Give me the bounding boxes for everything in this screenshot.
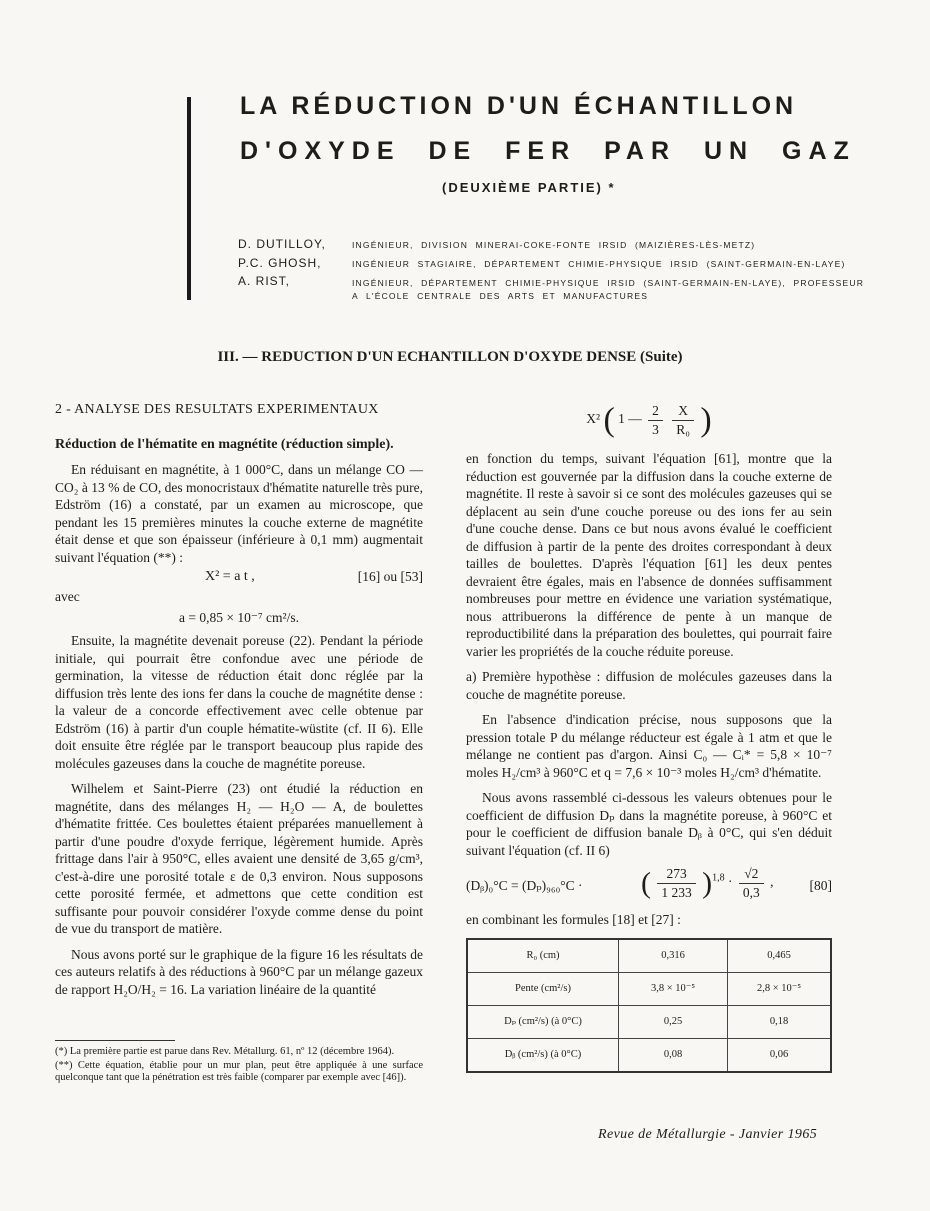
equation-top: X² ( 1 — $\frac{2}{3}$ $\frac{X}{\text{R₀}}$ ) xyxy=(586,401,712,439)
footnote-rule xyxy=(55,1040,175,1041)
title-line-2: D'OXYDE DE FER PAR UN GAZ xyxy=(240,137,856,165)
table-cell: 0,465 xyxy=(728,939,832,973)
footnote-2: (**) Cette équation, établie pour un mur plan, peut être appliquée à une surface quelconque tant que la pénétration est très faible (comparer par exemple avec [46]). xyxy=(55,1060,423,1083)
eq80-lhs: (Dᵦ)₀°C = (Dₚ)₉₆₀°C · xyxy=(466,878,583,893)
section-title: III. — REDUCTION D'UN ECHANTILLON D'OXYDE DENSE (Suite) xyxy=(217,349,683,365)
right-column xyxy=(466,402,832,1073)
paragraph: Wilhelem et Saint-Pierre (23) ont étudié la réduction en magnétite, dans des mélanges H₂ — H₂O — A, de boulettes d'hématite frittée. Ces boulettes étaient préparées manuellement à partir d'une poudre d'oxyde ferrique, légèrement humide. Après frittage dans l'air à 950°C, elles avaient une densité de 3,65 g/cm³, c'est-à-dire une porosité totale ε de 0,3 environ. Nous supposons cette porosité fermée, et admettons que cette condition est suffisante pour pouvoir considérer l'oxyde comme dense du point de vue du transport de matière. xyxy=(55,781,423,936)
hypothesis: a) Première hypothèse : diffusion de molécules gazeuses dans la couche de magnétite poreuse. xyxy=(466,669,832,702)
table-cell: R₀ (cm) xyxy=(467,939,619,973)
paragraph: Ensuite, la magnétite devenait poreuse (22). Pendant la période initiale, qui pourrait être confondue avec une période de germination, la vitesse de réduction était donc réglée par la diffusion très lente des ions fer dans la couche de magnétite dense : la valeur de a concorde effectivement avec celle obtenue par Edström (16) à partir d'un couple hématite-wüstite (cf. II 6). Elle doit ensuite être réglée par le transport beaucoup plus rapide des molécules gazeuses dans la couche de magnétite poreuse. xyxy=(55,633,423,771)
eq80-ref: [80] xyxy=(809,878,832,893)
table-row xyxy=(467,972,831,1005)
section-heading: 2 - ANALYSE DES RESULTATS EXPERIMENTAUX xyxy=(55,402,379,417)
eq80-exponent: 1,8 xyxy=(712,872,725,884)
table-cell: 0,18 xyxy=(728,1005,832,1038)
table-cell: 3,8 × 10⁻⁵ xyxy=(619,972,728,1005)
subtitle: (DEUXIÈME PARTIE) * xyxy=(442,180,616,195)
equation-ref: [16] ou [53] xyxy=(357,569,423,584)
eq-frac-2 xyxy=(672,402,694,438)
paragraph: En réduisant en magnétite, à 1 000°C, dans un mélange CO — CO₂ à 13 % de CO, des monocristaux d'hématite naturelle très pure, Edström (16) a constaté, par un examen au microscope, que pendant les 15 premières minutes la couche externe de magnétite était dense et que son épaisseur (inférieure à 0,1 mm) augmentait suivant l'équation (**) : xyxy=(55,462,423,565)
table-cell: 0,25 xyxy=(619,1005,728,1038)
author-name-1: D. DUTILLOY, xyxy=(238,237,326,251)
table-cell: Dₚ (cm²/s) (à 0°C) xyxy=(467,1005,619,1038)
author-affiliation-3: INGÉNIEUR, DÉPARTEMENT CHIMIE-PHYSIQUE IRSID (SAINT-GERMAIN-EN-LAYE), PROFESSEUR xyxy=(352,278,865,288)
table-cell: Pente (cm²/s) xyxy=(467,972,619,1005)
table-cell: 0,08 xyxy=(619,1038,728,1072)
left-column xyxy=(55,401,423,998)
eq-frac-num: X xyxy=(672,402,694,421)
equation-80 xyxy=(466,865,832,907)
eq-one: 1 — xyxy=(618,411,642,427)
equation-a: a = 0,85 × 10⁻⁷ cm²/s. xyxy=(179,609,299,625)
paragraph: En l'absence d'indication précise, nous supposons que la pression totale P du mélange réducteur est égale à 1 atm et que le mélange ne contient pas d'argon. Ainsi C₀ — Cᵢ* = 5,8 × 10⁻⁷ moles H₂/cm³ à 960°C et q = 7,6 × 10⁻³ moles H₂/cm³ d'hématite. xyxy=(466,712,832,780)
paragraph: Nous avons rassemblé ci-dessous les valeurs obtenues pour le coefficient de diffusion Dₚ dans la magnétite poreuse, à 960°C et pour le coefficient de diffusion banale Dᵦ à 0°C, qui s'en déduit suivant l'équation (cf. II 6) xyxy=(466,790,832,858)
table-row xyxy=(467,939,831,973)
author-affiliation-2: INGÉNIEUR STAGIAIRE, DÉPARTEMENT CHIMIE-PHYSIQUE IRSID (SAINT-GERMAIN-EN-LAYE) xyxy=(352,259,846,269)
footnote-1: (*) La première partie est parue dans Rev. Métallurg. 61, nº 12 (décembre 1964). xyxy=(55,1046,395,1057)
title-line-1: LA RÉDUCTION D'UN ÉCHANTILLON xyxy=(240,92,798,120)
table-cell: 0,316 xyxy=(619,939,728,973)
eq-frac-num: √2 xyxy=(739,865,764,884)
author-affiliation-1: INGÉNIEUR, DIVISION MINERAI-COKE-FONTE IRSID (MAIZIÈRES-LÈS-METZ) xyxy=(352,240,756,250)
eq80-paren-group: ( $\frac{273}{1 233}$ )$^{1,8}$ · $\frac{√2}{0,3}$ , xyxy=(641,866,774,900)
table-cell: 0,06 xyxy=(728,1038,832,1072)
footnotes xyxy=(55,1046,423,1084)
eq-frac-num: 2 xyxy=(648,402,663,421)
paragraph: Nous avons porté sur le graphique de la figure 16 les résultats de ces auteurs relatifs à des réductions à 960°C par un mélange gazeux de rapport H₂O/H₂ = 16. La variation linéaire de la quantité xyxy=(55,946,423,997)
equation-text: X² = a t , xyxy=(205,569,255,584)
author-name-2: P.C. GHOSH, xyxy=(238,256,322,270)
eq-frac-num: 273 xyxy=(657,865,695,884)
paragraph: en combinant les formules [18] et [27] : xyxy=(466,912,681,927)
table-row xyxy=(467,1005,831,1038)
eq80-frac-2 xyxy=(739,865,764,901)
title-rule xyxy=(187,97,191,300)
equation-16 xyxy=(55,568,423,588)
avec-label: avec xyxy=(55,589,80,604)
author-affiliation-3b: A L'ÉCOLE CENTRALE DES ARTS ET MANUFACTURES xyxy=(352,291,649,301)
author-name-3: A. RIST, xyxy=(238,274,291,288)
table-cell: Dᵦ (cm²/s) (à 0°C) xyxy=(467,1038,619,1072)
eq-frac-den: 1 233 xyxy=(661,884,692,900)
eq-frac-den: 0,3 xyxy=(742,884,760,900)
eq-x2: X² xyxy=(586,411,601,427)
eq-frac-den: R₀ xyxy=(676,421,690,437)
eq-frac-1 xyxy=(648,402,663,438)
table-row xyxy=(467,1038,831,1072)
table-cell: 2,8 × 10⁻⁵ xyxy=(728,972,832,1005)
eq80-frac xyxy=(657,865,695,901)
journal-footer: Revue de Métallurgie - Janvier 1965 xyxy=(598,1127,818,1142)
subheading: Réduction de l'hématite en magnétite (réduction simple). xyxy=(55,436,394,452)
paragraph: en fonction du temps, suivant l'équation [61], montre que la réduction est gouvernée par la diffusion dans la couche externe de magnétite. Il reste à savoir si ce sont des molécules gazeuses qui se déplacent au sein d'une couche poreuse ou des ions fer au sein d'une couche dense. Dans ce but nous avons évalué le coefficient de diffusion à partir de la pente des droites correspondant à deux tailles de boulettes. D'après l'équation [61] les deux pentes devraient être égales, mais en l'absence de données suffisamment nombreuses pour mettre en évidence une variation systématique, nous attribuerons la différence de pente à un manque de reproductibilité dans la préparation des boulettes, qui pourrait faire varier les propriétés de la couche réduite poreuse. xyxy=(466,451,832,659)
eq-frac-den: 3 xyxy=(652,421,659,437)
diffusion-table xyxy=(466,938,832,1073)
